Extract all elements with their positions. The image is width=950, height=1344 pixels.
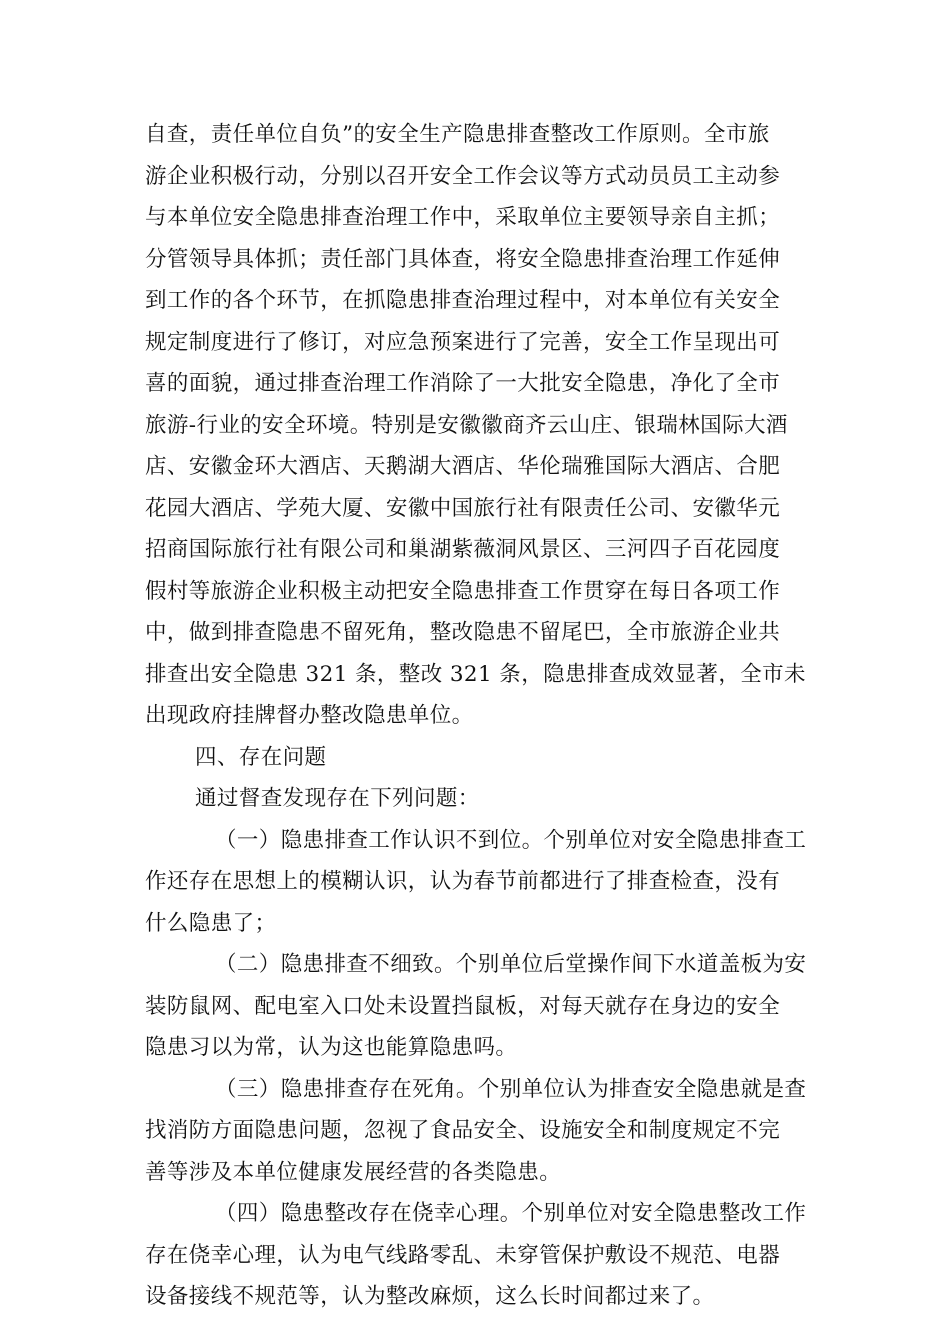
- body-line: 自查，责任单位自负”的安全生产隐患排查整改工作原则。全市旅: [145, 122, 770, 147]
- body-line: 什么隐患了；: [145, 911, 277, 936]
- body-line: 招商国际旅行社有限公司和巢湖紫薇洞风景区、三河四子百花园度: [145, 537, 781, 562]
- body-line: 装防鼠网、配电室入口处未设置挡鼠板，对每天就存在身边的安全: [145, 994, 781, 1019]
- body-line: 隐患习以为常，认为这也能算隐患吗。: [145, 1035, 518, 1060]
- body-line: 中，做到排查隐患不留死角，整改隐患不留尾巴，全市旅游企业共: [145, 620, 781, 645]
- body-line: 喜的面貌，通过排查治理工作消除了一大批安全隐患，净化了全市: [145, 371, 781, 396]
- item-heading: （三）隐患排查存在死角。个别单位认为排查安全隐患就是查: [215, 1077, 807, 1102]
- body-line: 与本单位安全隐患排查治理工作中，采取单位主要领导亲自主抓；: [145, 205, 781, 230]
- item-heading: （四）隐患整改存在侥幸心理。个别单位对安全隐患整改工作: [215, 1201, 807, 1226]
- body-line: 分管领导具体抓；责任部门具体查，将安全隐患排查治理工作延伸: [145, 247, 781, 272]
- body-line: 通过督查发现存在下列问题：: [195, 786, 480, 811]
- item-heading: （二）隐患排查不细致。个别单位后堂操作间下水道盖板为安: [215, 952, 807, 977]
- body-line: 店、安徽金环大酒店、天鹅湖大酒店、华伦瑞雅国际大酒店、合肥: [145, 454, 781, 479]
- body-line: 规定制度进行了修订，对应急预案进行了完善，安全工作呈现出可: [145, 330, 781, 355]
- body-line: 花园大酒店、学苑大厦、安徽中国旅行社有限责任公司、安徽华元: [145, 496, 781, 521]
- body-line: 找消防方面隐患问题，忽视了食品安全、设施安全和制度规定不完: [145, 1118, 781, 1143]
- body-line: 出现政府挂牌督办整改隐患单位。: [145, 703, 474, 728]
- section-heading: 四、存在问题: [195, 745, 327, 770]
- body-line: 假村等旅游企业积极主动把安全隐患排查工作贯穿在每日各项工作: [145, 579, 781, 604]
- body-line: 作还存在思想上的模糊认识，认为春节前都进行了排查检查，没有: [145, 869, 781, 894]
- body-line: 排查出安全隐患 321 条，整改 321 条，隐患排查成效显著，全市未: [145, 662, 806, 687]
- body-line: 到工作的各个环节，在抓隐患排查治理过程中，对本单位有关安全: [145, 288, 781, 313]
- body-line: 善等涉及本单位健康发展经营的各类隐患。: [145, 1160, 562, 1185]
- body-line: 设备接线不规范等，认为整改麻烦，这么长时间都过来了。: [145, 1284, 715, 1309]
- item-heading: （一）隐患排查工作认识不到位。个别单位对安全隐患排查工: [215, 828, 807, 853]
- body-line: 存在侥幸心理，认为电气线路零乱、未穿管保护敷设不规范、电器: [145, 1243, 781, 1268]
- body-line: 游企业积极行动，分别以召开安全工作会议等方式动员员工主动参: [145, 164, 781, 189]
- body-line: 旅游-行业的安全环境。特别是安徽徽商齐云山庄、银瑞林国际大酒: [145, 413, 788, 438]
